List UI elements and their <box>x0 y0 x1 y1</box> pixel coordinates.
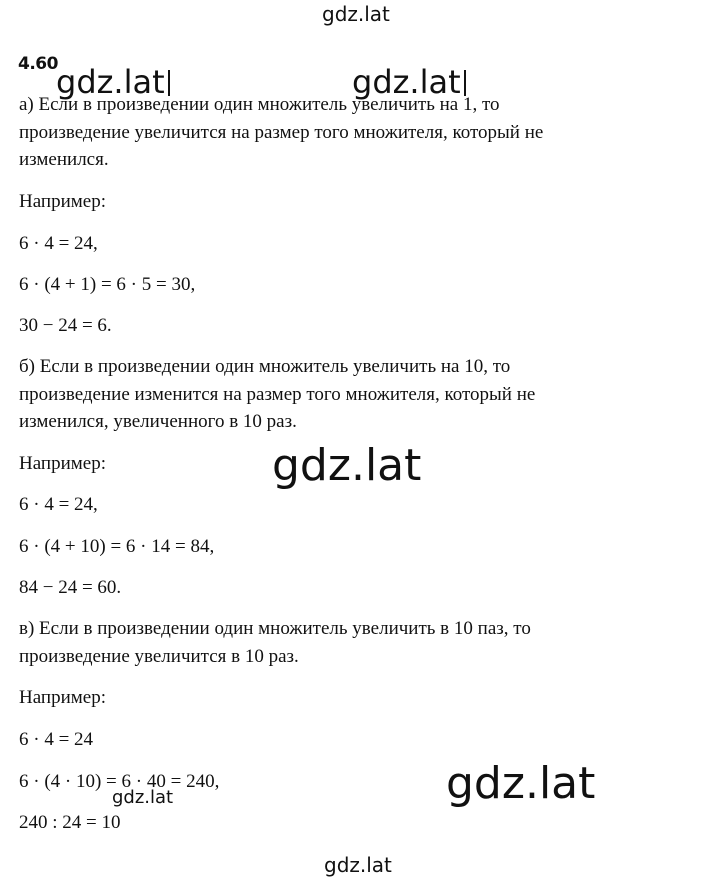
watermark-large-right: gdz.lat <box>446 758 596 809</box>
text-line: в) Если в произведении один множитель увеличить в 10 паз, то <box>19 618 531 639</box>
text-line: а) Если в произведении один множитель увеличить на 1, то <box>19 94 500 115</box>
watermark-text: gdz.lat <box>56 63 165 101</box>
text-line: произведение изменится на размер того множителя, который не <box>19 384 536 405</box>
formula-line: 6 · 4 = 24, <box>19 494 98 515</box>
example-heading: Например: <box>19 191 106 212</box>
text-line: изменился, увеличенного в 10 раз. <box>19 411 297 432</box>
example-heading: Например: <box>19 687 106 708</box>
formula-line: 240 : 24 = 10 <box>19 812 121 833</box>
watermark-text: gdz.lat <box>352 63 461 101</box>
text-line: произведение увеличится на размер того множителя, который не <box>19 122 544 143</box>
example-heading: Например: <box>19 453 106 474</box>
watermark-small: gdz.lat <box>112 787 174 808</box>
watermark-large-center: gdz.lat <box>272 440 422 491</box>
formula-line: 30 − 24 = 6. <box>19 315 112 336</box>
task-number: 4.60 <box>18 54 58 74</box>
formula-line: 6 · 4 = 24, <box>19 233 98 254</box>
text-line: б) Если в произведении один множитель увеличить на 10, то <box>19 356 511 377</box>
text-line: изменился. <box>19 149 109 170</box>
watermark-top: gdz.lat <box>322 2 390 26</box>
formula-line: 6 · 4 = 24 <box>19 729 94 750</box>
formula-line: 6 · (4 + 1) = 6 · 5 = 30, <box>19 274 196 295</box>
formula-line: 6 · (4 · 10) = 6 · 40 = 240, <box>19 771 220 792</box>
formula-line: 84 − 24 = 60. <box>19 577 122 598</box>
formula-line: 6 · (4 + 10) = 6 · 14 = 84, <box>19 536 215 557</box>
watermark-bottom: gdz.lat <box>324 853 392 877</box>
text-line: произведение увеличится в 10 раз. <box>19 646 299 667</box>
